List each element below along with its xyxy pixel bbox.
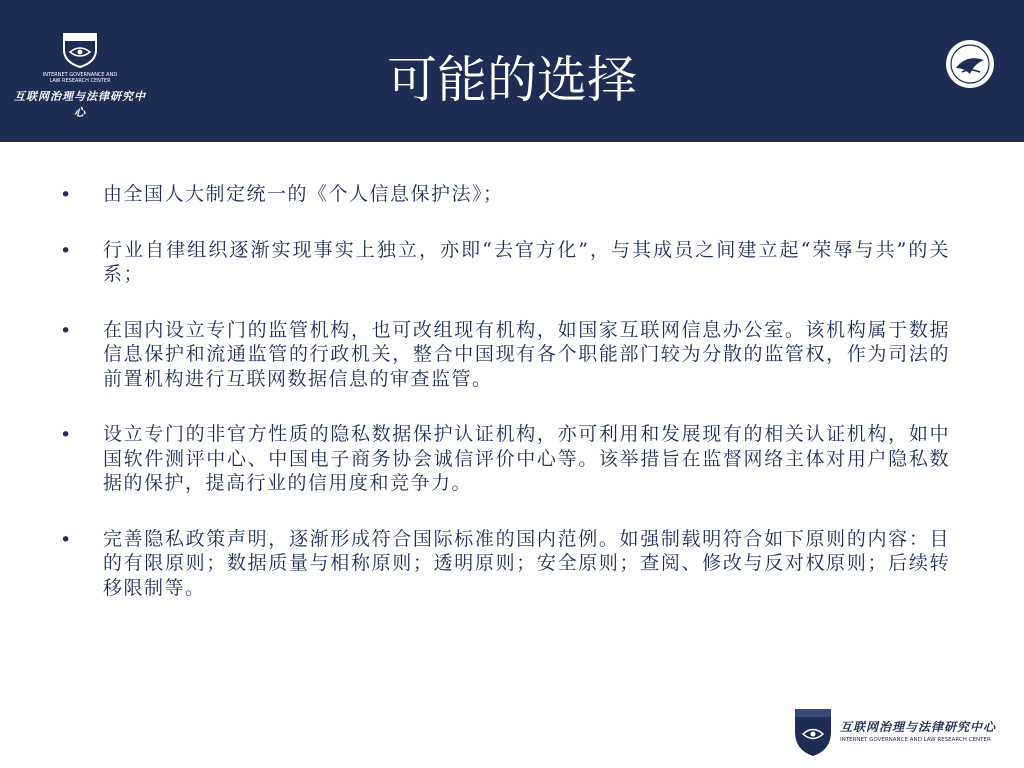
bullet-dot: • [60, 528, 72, 551]
bullet-dot: • [60, 424, 72, 446]
bullet-text: 行业自律组织逐渐实现事实上独立，亦即“去官方化”，与其成员之间建立起“荣辱与共”的关系； [103, 238, 950, 285]
shield-icon [792, 706, 834, 758]
header-bar [0, 0, 1024, 142]
logo-chinese-text: 互联网治理与法律研究中心 [14, 90, 146, 119]
footer-english-text: INTERNET GOVERNANCE AND LAW RESEARCH CENTER [840, 737, 991, 743]
footer-logo [790, 706, 1010, 762]
bullet-text: 完善隐私政策声明，逐渐形成符合国际标准的国内范例。如强制载明符合如下原则的内容：目的有限原则；数据质量与相称原则；透明原则；安全原则；查阅、修改与反对权原则；后续转移限制等。 [103, 527, 950, 599]
bullet-dot: • [60, 239, 72, 262]
bullet-list [60, 182, 950, 631]
bullet-text: 在国内设立专门的监管机构，也可改组现有机构，如国家互联网信息办公室。该机构属于数据信息保护和流通监管的行政机关，整合中国现有各个职能部门较为分散的监管权，作为司法的前置机构进行互联网数据信息的审查监管。 [103, 318, 950, 390]
bullet-text: 由全国人大制定统一的《个人信息保护法》； [103, 183, 504, 205]
bullet-dot: • [60, 319, 72, 342]
logo-english-text: INTERNET GOVERNANCE AND LAW RESEARCH CENTER [42, 72, 118, 84]
page-title: 可能的选择 [387, 51, 637, 109]
list-item [60, 182, 950, 207]
list-item [60, 422, 950, 496]
university-seal-icon [944, 38, 996, 90]
bullet-dot: • [60, 184, 72, 206]
list-item [60, 318, 950, 392]
list-item [60, 238, 950, 287]
footer-chinese-text: 互联网治理与法律研究中心 [840, 720, 997, 734]
list-item [60, 527, 950, 601]
bullet-text: 设立专门的非官方性质的隐私数据保护认证机构，亦可利用和发展现有的相关认证机构，如中国软件测评中心、中国电子商务协会诚信评价中心等。该举措旨在监督网络主体对用户隐私数据的保护，提高行业的信用度和竞争力。 [103, 423, 950, 494]
